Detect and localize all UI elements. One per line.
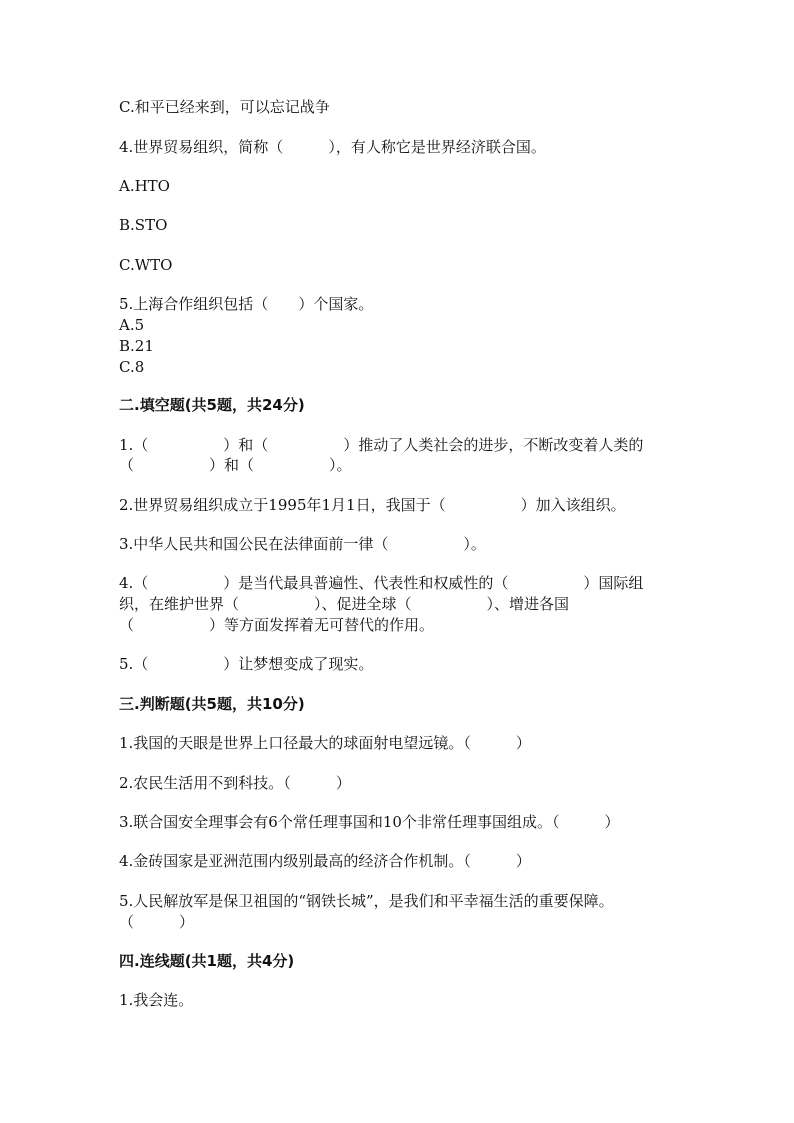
judge-q5-line2: （ ） [119, 913, 195, 931]
q5-option-c: C.8 [119, 358, 145, 376]
q4-option-a: A.HTO [119, 177, 170, 195]
q5-option-a: A.5 [119, 316, 145, 334]
q4-stem: 4.世界贸易组织，简称（ ），有人称它是世界经济联合国。 [119, 138, 546, 156]
judge-q5-line1: 5.人民解放军是保卫祖国的“钢铁长城”，是我们和平幸福生活的重要保障。 [119, 892, 614, 910]
matching-q1: 1.我会连。 [119, 991, 194, 1009]
fill-q5: 5.（ ）让梦想变成了现实。 [119, 655, 374, 673]
fill-q3: 3.中华人民共和国公民在法律面前一律（ ）。 [119, 535, 486, 553]
judge-heading: 三.判断题(共5题，共10分) [119, 695, 305, 713]
fill-q4-line2: 织，在维护世界（ ）、促进全球（ ）、增进各国 [119, 595, 570, 613]
q5-stem: 5.上海合作组织包括（ ）个国家。 [119, 295, 374, 313]
matching-heading: 四.连线题(共1题，共4分) [119, 952, 295, 970]
fill-q1-line1: 1.（ ）和（ ）推动了人类社会的进步，不断改变着人类的 [119, 436, 644, 454]
judge-q4: 4.金砖国家是亚洲范围内级别最高的经济合作机制。（ ） [119, 852, 531, 870]
q5-option-b: B.21 [119, 337, 154, 355]
fill-q2: 2.世界贸易组织成立于1995年1月1日，我国于（ ）加入该组织。 [119, 496, 626, 514]
q4-option-b: B.STO [119, 216, 168, 234]
judge-q1: 1.我国的天眼是世界上口径最大的球面射电望远镜。（ ） [119, 734, 531, 752]
q3-option-c: C.和平已经来到，可以忘记战争 [119, 98, 330, 116]
fill-q4-line1: 4.（ ）是当代最具普遍性、代表性和权威性的（ ）国际组 [119, 574, 644, 592]
fill-blank-heading: 二.填空题(共5题，共24分) [119, 396, 305, 414]
judge-q3: 3.联合国安全理事会有6个常任理事国和10个非常任理事国组成。（ ） [119, 813, 620, 831]
fill-q4-line3: （ ）等方面发挥着无可替代的作用。 [119, 616, 435, 634]
fill-q1-line2: （ ）和（ ）。 [119, 456, 352, 474]
judge-q2: 2.农民生活用不到科技。（ ） [119, 774, 351, 792]
q4-option-c: C.WTO [119, 256, 173, 274]
